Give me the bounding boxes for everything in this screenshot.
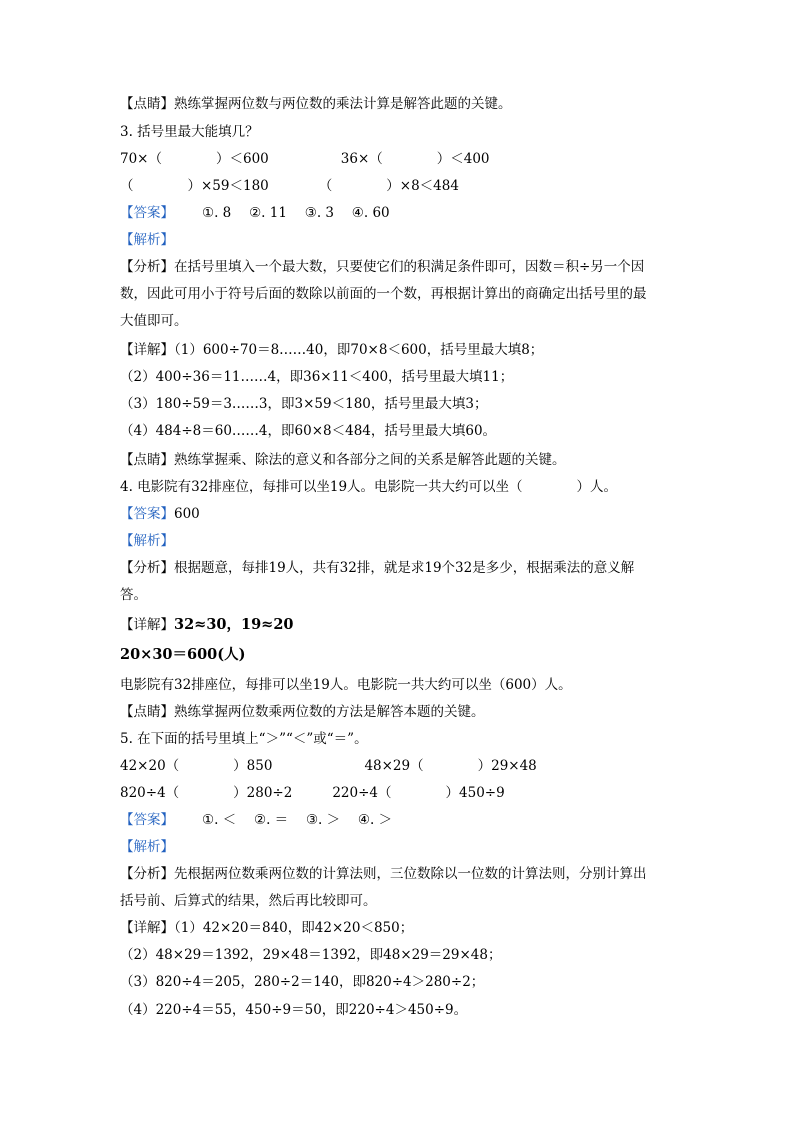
detail-text: （1）42×20＝840，即42×20＜850； (174, 920, 414, 936)
answer-tag: 【答案】 (120, 506, 174, 522)
q3-answer (120, 203, 390, 223)
fenxi-text: 根据题意，每排19人，共有32排，就是求19个32是多少，根据乘法的意义解 (174, 560, 635, 576)
q5-detail-1 (120, 918, 413, 938)
q3-fenxi-line1 (120, 257, 644, 277)
q4-detail-math2: 20×30＝600(人) (120, 646, 246, 663)
tip-tag: 【点睛】 (120, 704, 174, 720)
fenxi-text: 先根据两位数乘两位数的计算法则，三位数除以一位数的计算法则，分别计算出 (174, 866, 647, 882)
q3-detail-1 (120, 340, 543, 360)
q5-blank-a: 42×20（ ）850 (120, 758, 273, 774)
answer-tag: 【答案】 (120, 205, 174, 221)
q3-blank-d: （ ）×8＜484 (318, 178, 459, 194)
answer-text: ①. ＜ ②. ＝ ③. ＞ ④. ＞ (202, 812, 393, 828)
q4-tip-line (120, 702, 485, 722)
tip-tag: 【点睛】 (120, 452, 174, 468)
q3-detail-3: （3）180÷59＝3……3，即3×59＜180，括号里最大填3； (120, 396, 488, 412)
q5-detail-4: （4）220÷4＝55，450÷9＝50，即220÷4＞450÷9。 (120, 1002, 468, 1018)
tip-text: 熟练掌握两位数与两位数的乘法计算是解答此题的关键。 (174, 96, 512, 112)
q5-fenxi-line1 (120, 864, 647, 884)
q5-analysis-tag: 【解析】 (120, 839, 174, 855)
q2-tip-line (120, 94, 512, 114)
q3-detail-4: （4）484÷8＝60……4，即60×8＜484，括号里最大填60。 (120, 423, 497, 439)
q3-title: 3. 括号里最大能填几？ (120, 124, 259, 140)
q4-detail-text: 电影院有32排座位，每排可以坐19人。电影院一共大约可以坐（600）人。 (120, 677, 572, 693)
q3-row2 (120, 176, 459, 196)
answer-text: ①. 8 ②. 11 ③. 3 ④. 60 (202, 205, 390, 221)
q4-analysis-tag: 【解析】 (120, 533, 174, 549)
q5-answer (120, 810, 392, 830)
q3-fenxi-line3: 大值即可。 (120, 313, 188, 329)
answer-tag: 【答案】 (120, 812, 174, 828)
fenxi-text: 在括号里填入一个最大数，只要使它们的积满足条件即可，因数＝积÷另一个因 (174, 259, 645, 275)
q5-fenxi-line2: 括号前、后算式的结果，然后再比较即可。 (120, 893, 377, 909)
tip-text: 熟练掌握乘、除法的意义和各部分之间的关系是解答此题的关键。 (174, 452, 566, 468)
q5-detail-2: （2）48×29＝1392，29×48＝1392，即48×29＝29×48； (120, 947, 502, 963)
q5-blank-d: 220÷4（ ）450÷9 (332, 785, 505, 801)
q5-detail-3: （3）820÷4＝205，280÷2＝140，即820÷4＞280÷2； (120, 974, 485, 990)
q3-tip-line (120, 450, 566, 470)
tip-tag: 【点睛】 (120, 96, 174, 112)
q3-blank-b: 36×（ ）＜400 (340, 151, 490, 167)
q4-fenxi-line1 (120, 558, 634, 578)
detail-tag: 【详解】 (120, 617, 174, 633)
q3-blank-a: 70×（ ）＜600 (120, 151, 269, 167)
q5-title: 5. 在下面的括号里填上“＞”“＜”或“＝”。 (120, 731, 368, 747)
q5-blank-c: 820÷4（ ）280÷2 (120, 785, 293, 801)
q3-row1 (120, 149, 490, 169)
q3-fenxi-line2: 数，因此可用小于符号后面的数除以前面的一个数，再根据计算出的商确定出括号里的最 (120, 286, 647, 302)
q4-title: 4. 电影院有32排座位，每排可以坐19人。电影院一共大约可以坐（ ）人。 (120, 479, 618, 495)
estimate-math: 32≈30，19≈20 (174, 616, 294, 633)
q5-blank-b: 48×29（ ）29×48 (364, 758, 537, 774)
detail-tag: 【详解】 (120, 920, 174, 936)
fenxi-tag: 【分析】 (120, 259, 174, 275)
q4-detail-math1 (120, 615, 294, 635)
detail-text: （1）600÷70＝8……40，即70×8＜600，括号里最大填8； (174, 342, 544, 358)
q3-detail-2: （2）400÷36＝11……4，即36×11＜400，括号里最大填11； (120, 369, 514, 385)
q3-analysis-tag: 【解析】 (120, 232, 174, 248)
q4-fenxi-line2: 答。 (120, 587, 147, 603)
fenxi-tag: 【分析】 (120, 866, 174, 882)
fenxi-tag: 【分析】 (120, 560, 174, 576)
q4-answer (120, 504, 200, 524)
tip-text: 熟练掌握两位数乘两位数的方法是解答本题的关键。 (174, 704, 485, 720)
answer-text: 600 (174, 506, 200, 522)
q5-row2 (120, 783, 505, 803)
detail-tag: 【详解】 (120, 342, 174, 358)
q3-blank-c: （ ）×59＜180 (120, 178, 269, 194)
q5-row1 (120, 756, 537, 776)
